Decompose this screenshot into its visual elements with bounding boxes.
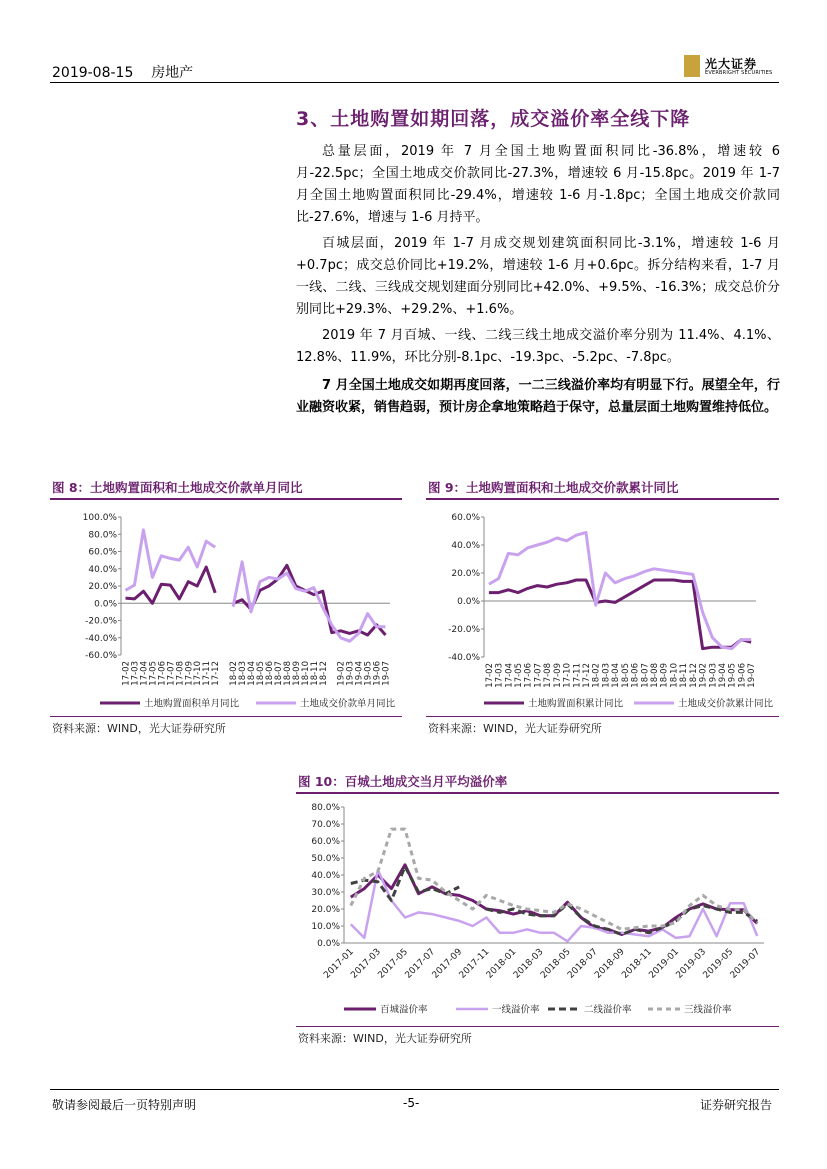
x-tick-label: 17-08 <box>543 663 554 688</box>
x-tick-label: 2019-05 <box>701 947 736 981</box>
x-tick-label: 2019-01 <box>647 947 682 981</box>
legend-label-1: 一线溢价率 <box>492 1004 540 1016</box>
fig9-title-rule <box>426 498 779 500</box>
y-tick-label: 60.0% <box>311 837 340 847</box>
x-tick-label: 2018-05 <box>539 947 573 981</box>
x-tick-label: 17-10 <box>562 663 573 688</box>
fig8-title: 图 8：土地购置面积和土地成交价款单月同比 <box>52 480 303 495</box>
x-tick-label: 19-03 <box>345 661 356 686</box>
x-tick-label: 17-04 <box>504 663 515 688</box>
y-tick-label: 50.0% <box>311 854 340 864</box>
y-tick-label: -60.0% <box>85 651 117 661</box>
everbright-logo <box>684 55 784 79</box>
legend-label-0: 百城溢价率 <box>380 1004 428 1016</box>
y-tick-label: -40.0% <box>448 653 480 663</box>
y-tick-label: 10.0% <box>311 922 340 932</box>
x-tick-label: 18-04 <box>611 663 622 688</box>
fig8-source: 资料来源：WIND，光大证券研究所 <box>52 722 226 735</box>
fig8-source-rule <box>50 716 402 717</box>
x-tick-label: 18-07 <box>640 663 651 688</box>
x-tick-label: 19-07 <box>381 661 392 686</box>
y-tick-label: 60.0% <box>88 547 117 558</box>
x-tick-label: 18-11 <box>309 661 320 686</box>
x-tick-label: 17-04 <box>139 661 150 686</box>
logo-text-cn: 光大证券 <box>705 57 758 71</box>
x-tick-label: 18-02 <box>229 661 240 686</box>
x-tick-label: 17-09 <box>552 663 563 688</box>
x-tick-label: 2018-03 <box>511 947 546 981</box>
x-tick-label: 18-08 <box>650 663 660 688</box>
legend-label-0: 土地购置面积单月同比 <box>144 698 240 710</box>
y-tick-label: -20.0% <box>85 616 117 627</box>
section-title: 3、土地购置如期回落，成交溢价率全线下降 <box>296 108 691 130</box>
y-tick-label: 20.0% <box>311 905 340 915</box>
x-tick-label: 2018-01 <box>484 947 519 981</box>
paragraph-premium: 2019 年 7 月百城、一线、二线三线土地成交溢价率分别为 11.4%、4.1%、12.8%、11.9%，环比分别-8.1pc、-19.3pc、-5.2pc、-7.8pc。 <box>296 328 780 365</box>
x-tick-label: 19-05 <box>727 663 738 688</box>
legend-label-1: 土地成交价款累计同比 <box>678 698 774 710</box>
x-tick-label: 2018-11 <box>620 947 654 981</box>
x-tick-label: 17-06 <box>523 663 534 688</box>
y-tick-label: 40.0% <box>88 564 117 575</box>
x-tick-label: 17-03 <box>130 661 141 686</box>
y-tick-label: 0.0% <box>94 599 117 610</box>
x-tick-label: 17-03 <box>494 663 505 688</box>
fig10-title: 图 10：百城土地成交当月平均溢价率 <box>298 774 508 789</box>
series-line-2 <box>351 867 459 901</box>
footer-divider <box>50 1089 779 1090</box>
x-tick-label: 17-02 <box>484 663 495 688</box>
y-tick-label: 20.0% <box>88 582 117 592</box>
footer-report-type: 证券研究报告 <box>700 1098 773 1112</box>
page-number: -5- <box>403 1096 420 1110</box>
x-tick-label: 17-12 <box>582 663 592 688</box>
paragraph-100-cities: 百城层面，2019 年 1-7 月成交规划建筑面积同比-3.1%，增速较 1-6 月+0.7pc；成交总价同比+19.2%，增速较 1-6 月+0.6pc。拆分结构来看，1-7 月一线、二线、三线成交规划建面分别同比+42.0%、+9.5%、-16.3%；成交总价分别同比+29.3%、+29.2%、+1.6%。 <box>296 236 780 317</box>
fig9-source-rule <box>426 716 779 717</box>
y-tick-label: 70.0% <box>311 820 340 830</box>
x-tick-label: 18-12 <box>688 663 699 688</box>
fig8-chart <box>50 503 402 713</box>
x-tick-label: 17-11 <box>202 661 213 686</box>
x-tick-label: 18-05 <box>620 663 631 688</box>
fig9-chart <box>426 503 779 713</box>
x-tick-label: 2018-07 <box>566 947 600 981</box>
y-tick-label: -40.0% <box>85 633 117 644</box>
x-tick-label: 18-02 <box>591 663 602 688</box>
x-tick-label: 19-06 <box>737 663 748 688</box>
x-tick-label: 18-09 <box>659 663 670 688</box>
x-tick-label: 17-10 <box>193 661 204 686</box>
x-tick-label: 2019-03 <box>674 947 709 981</box>
x-tick-label: 17-09 <box>184 661 195 686</box>
x-tick-label: 17-07 <box>533 663 544 688</box>
x-tick-label: 18-08 <box>282 661 293 686</box>
x-tick-label: 2017-09 <box>430 947 465 981</box>
legend-label-0: 土地购置面积累计同比 <box>528 698 624 710</box>
x-tick-label: 19-06 <box>372 661 383 686</box>
legend-label-3: 三线溢价率 <box>684 1004 732 1016</box>
x-tick-label: 19-04 <box>354 661 365 686</box>
series-line-0 <box>126 567 216 603</box>
fig9-title: 图 9：土地购置面积和土地成交价款累计同比 <box>428 480 679 495</box>
x-tick-label: 2017-05 <box>376 947 411 981</box>
fig9-source: 资料来源：WIND，光大证券研究所 <box>428 722 602 735</box>
x-tick-label: 17-02 <box>121 661 132 686</box>
x-tick-label: 19-03 <box>708 663 719 688</box>
y-tick-label: 20.0% <box>451 569 480 579</box>
x-tick-label: 19-04 <box>718 663 728 688</box>
x-tick-label: 18-04 <box>247 661 258 686</box>
y-tick-label: 40.0% <box>311 871 340 881</box>
legend-label-2: 二线溢价率 <box>584 1004 632 1016</box>
x-tick-label: 18-10 <box>300 661 311 686</box>
x-tick-label: 17-06 <box>157 661 168 686</box>
x-tick-label: 18-03 <box>601 663 612 688</box>
fig10-title-rule <box>296 792 779 794</box>
fig8-title-rule <box>50 498 402 500</box>
x-tick-label: 17-05 <box>514 663 524 688</box>
y-tick-label: 40.0% <box>451 541 480 551</box>
x-tick-label: 2017-07 <box>403 947 438 981</box>
x-tick-label: 18-06 <box>630 663 641 688</box>
x-tick-label: 19-05 <box>363 661 374 686</box>
x-tick-label: 18-03 <box>238 661 249 686</box>
x-tick-label: 17-08 <box>175 661 186 686</box>
y-tick-label: 30.0% <box>311 888 340 898</box>
x-tick-label: 2017-01 <box>322 947 356 981</box>
x-tick-label: 2019-07 <box>728 947 763 981</box>
header-date-sector <box>52 62 193 82</box>
paragraph-total: 总量层面，2019 年 7 月全国土地购置面积同比-36.8%，增速较 6 月-22.5pc；全国土地成交价款同比-27.3%，增速较 6 月-15.8pc。2019 年 1-7 月全国土地购置面积同比-29.4%，增速较 1-6 月-1.8pc；全国土地成交价款同比-27.6%，增速与 1-6 月持平。 <box>296 144 780 225</box>
y-tick-label: 0.0% <box>457 597 480 607</box>
x-tick-label: 2018-09 <box>593 947 627 981</box>
report-date: 2019-08-15 <box>52 65 134 81</box>
y-tick-label: 80.0% <box>311 803 340 813</box>
x-tick-label: 17-05 <box>148 661 159 686</box>
x-tick-label: 18-05 <box>255 661 266 686</box>
report-sector: 房地产 <box>151 65 194 81</box>
x-tick-label: 18-12 <box>318 661 329 686</box>
x-tick-label: 18-11 <box>679 663 690 688</box>
logo-text-en: EVERBRIGHT SECURITIES <box>705 70 773 76</box>
y-tick-label: 60.0% <box>451 513 480 523</box>
x-tick-label: 19-02 <box>698 663 709 688</box>
paragraph-conclusion: 7 月全国土地成交如期再度回落，一二三线溢价率均有明显下行。展望全年，行业融资收紧，销售趋弱，预计房企拿地策略趋于保守，总量层面土地购置维持低位。 <box>296 378 780 415</box>
x-tick-label: 17-12 <box>211 661 222 686</box>
x-tick-label: 2017-11 <box>457 947 492 981</box>
x-tick-label: 18-06 <box>264 661 275 686</box>
fig10-source-rule <box>296 1026 779 1027</box>
x-tick-label: 2017-03 <box>349 947 383 981</box>
x-tick-label: 17-11 <box>572 663 583 688</box>
fig10-source: 资料来源：WIND，光大证券研究所 <box>298 1032 472 1045</box>
series-line-1 <box>489 532 751 648</box>
y-tick-label: 0.0% <box>317 939 340 949</box>
y-tick-label: -20.0% <box>448 625 480 635</box>
x-tick-label: 17-07 <box>166 661 177 686</box>
x-tick-label: 19-02 <box>336 661 347 686</box>
header-divider <box>50 82 779 83</box>
fig10-chart <box>296 797 779 1022</box>
x-tick-label: 18-09 <box>291 661 302 686</box>
y-tick-label: 80.0% <box>88 530 117 541</box>
x-tick-label: 18-10 <box>669 663 680 688</box>
series-line-1 <box>126 530 216 590</box>
x-tick-label: 18-07 <box>273 661 284 686</box>
y-tick-label: 100.0% <box>82 513 117 523</box>
logo-mark-icon <box>684 55 700 77</box>
footer-disclaimer: 敬请参阅最后一页特别声明 <box>52 1098 197 1112</box>
x-tick-label: 19-07 <box>747 663 758 688</box>
legend-label-1: 土地成交价款单月同比 <box>300 698 396 710</box>
